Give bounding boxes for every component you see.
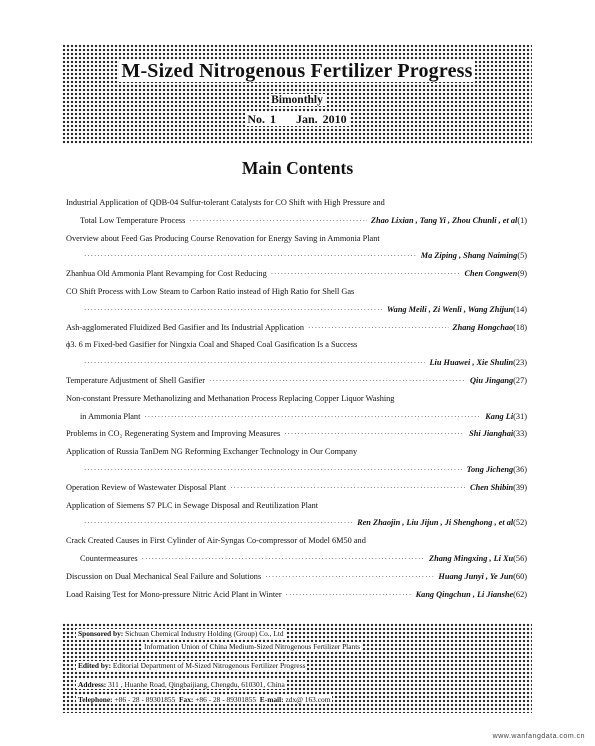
article-page: (60) xyxy=(513,571,527,581)
article-page: (14) xyxy=(513,304,527,314)
edited-label: Edited by: xyxy=(78,661,112,670)
telephone: +86 - 28 - 89301855 xyxy=(114,695,176,704)
article-title: ϕ3. 6 m Fixed-bed Gasifier for Ningxia Coal and Shaped Coal Gasification Is a Success xyxy=(66,340,358,350)
leader-dots xyxy=(84,302,383,319)
article-page: (33) xyxy=(513,429,527,439)
contents-line xyxy=(66,425,527,443)
leader-dots xyxy=(84,248,417,265)
article-title: Ash-agglomerated Fluidized Bed Gasifier and Its Industrial Application xyxy=(66,322,305,332)
article-authors: Zhao Lixian , Tang Yi , Zhou Chunli , et al xyxy=(370,215,518,225)
email: zdx@ 163.com xyxy=(285,695,331,704)
contents-line xyxy=(66,283,527,301)
leader-dots xyxy=(144,409,481,426)
article-authors: Wang Meili , Zi Wenli , Wang Zhijun xyxy=(386,304,514,314)
page-title: Main Contents xyxy=(241,158,354,178)
article-page: (5) xyxy=(517,251,527,261)
article-authors: Liu Huawei , Xie Shulin xyxy=(429,358,514,368)
contents-line xyxy=(66,586,527,604)
leader-dots xyxy=(230,480,466,497)
article-authors: Shi Jianghai xyxy=(469,429,514,439)
fax: +86 - 28 - 89301855 xyxy=(195,695,257,704)
article-authors: Qiu Jingang xyxy=(470,375,514,385)
article-authors: Zhang Mingxing , Li Xu xyxy=(429,553,514,563)
contents-line xyxy=(66,301,527,319)
contents-line xyxy=(66,550,527,568)
email-label: E-mail: xyxy=(259,695,284,704)
contents-line xyxy=(66,354,527,372)
sponsor-line-2 xyxy=(142,642,362,652)
contents-line xyxy=(66,247,527,265)
article-title: Load Raising Test for Mono-pressure Nitric Acid Plant in Winter xyxy=(66,589,282,599)
contents-line xyxy=(66,265,527,283)
table-of-contents xyxy=(66,194,527,603)
leader-dots xyxy=(84,515,353,532)
leader-dots xyxy=(84,462,463,479)
leader-dots xyxy=(142,551,425,568)
editor: Editorial Department of M-Sized Nitrogenous Fertilizer Progress xyxy=(112,661,306,670)
article-title: Application of Russia TanDem NG Reforming Exchanger Technology in Our Company xyxy=(66,447,358,457)
contents-line xyxy=(66,532,527,550)
article-title: CO Shift Process with Low Steam to Carbon Ratio instead of High Ratio for Shell Gas xyxy=(66,286,355,296)
article-authors: Huang Junyi , Ye Jun xyxy=(438,571,514,581)
article-page: (39) xyxy=(513,482,527,492)
article-authors: Tong Jicheng xyxy=(466,464,514,474)
leader-dots xyxy=(209,373,466,390)
contact-line xyxy=(76,695,332,705)
contents-line xyxy=(66,461,527,479)
sponsor-line-1 xyxy=(76,629,286,639)
contents-line xyxy=(66,408,527,426)
article-page: (18) xyxy=(513,322,527,332)
article-page: (23) xyxy=(513,358,527,368)
journal-frequency-text: Bimonthly xyxy=(271,94,323,106)
contents-line xyxy=(66,372,527,390)
article-page: (52) xyxy=(513,518,527,528)
fax-label: Fax: xyxy=(179,695,194,704)
address-label: Address: xyxy=(78,680,107,689)
journal-title xyxy=(62,60,532,83)
leader-dots xyxy=(284,426,465,443)
watermark: www.wanfangdata.com.cn xyxy=(492,733,585,740)
sponsored-label: Sponsored by: xyxy=(78,629,124,638)
leader-dots xyxy=(308,320,449,337)
contents-line xyxy=(66,514,527,532)
article-title: Discussion on Dual Mechanical Seal Failure and Solutions xyxy=(66,571,262,581)
footer-box xyxy=(62,623,532,713)
article-authors: Ma Ziping , Shang Naiming xyxy=(420,251,518,261)
issue-info xyxy=(62,112,532,127)
leader-dots xyxy=(265,569,434,586)
contents-line xyxy=(66,319,527,337)
article-authors: Ren Zhaojin , Liu Jijun , Ji Shenghong , et al xyxy=(357,518,514,528)
article-authors: Kang Li xyxy=(485,411,514,421)
article-page: (9) xyxy=(517,269,527,279)
contents-line xyxy=(66,497,527,515)
contents-line xyxy=(66,212,527,230)
editor-line xyxy=(76,661,307,671)
article-authors: Chen Congwen xyxy=(464,269,518,279)
sponsor-2: Information Union of China Medium-Sized Nitrogenous Fertilizer Plants xyxy=(144,642,361,651)
contents-line xyxy=(66,390,527,408)
article-page: (36) xyxy=(513,464,527,474)
address-line xyxy=(76,680,287,690)
article-title: Industrial Application of QDB-04 Sulfur-tolerant Catalysts for CO Shift with High Pressure and xyxy=(66,198,385,207)
article-authors: Chen Shibin xyxy=(470,482,514,492)
article-page: (1) xyxy=(517,215,527,225)
article-title: Non-constant Pressure Methanolizing and Methanation Process Replacing Copper Liquor Washing xyxy=(66,393,395,403)
article-page: (62) xyxy=(513,589,527,599)
contents-line xyxy=(66,568,527,586)
article-title: Total Low Temperature Process xyxy=(80,215,186,225)
article-title: Overview about Feed Gas Producing Course Renovation for Energy Saving in Ammonia Plant xyxy=(66,233,380,243)
article-page: (27) xyxy=(513,375,527,385)
contents-line xyxy=(66,443,527,461)
article-title: in Ammonia Plant xyxy=(80,411,141,421)
article-authors: Kang Qingchun , Li Jianshe xyxy=(415,589,514,599)
contents-line xyxy=(66,230,527,248)
leader-dots xyxy=(286,587,412,604)
telephone-label: Telephone: xyxy=(78,695,113,704)
leader-dots xyxy=(189,213,367,230)
article-page: (56) xyxy=(513,553,527,563)
article-title: Countermeasures xyxy=(80,553,138,563)
article-title: Application of Siemens S7 PLC in Sewage Disposal and Reutilization Plant xyxy=(66,500,319,510)
contents-line xyxy=(66,479,527,497)
header-box xyxy=(62,44,532,144)
contents-line xyxy=(66,336,527,354)
article-authors: Zhang Hongchao xyxy=(452,322,514,332)
article-title: Crack Created Causes in First Cylinder of Air-Syngas Co-compressor of Model 6M50 and xyxy=(66,536,366,546)
journal-title-text: M-Sized Nitrogenous Fertilizer Progress xyxy=(121,60,473,82)
article-title: Operation Review of Wastewater Disposal Plant xyxy=(66,482,227,492)
sponsor-1: Sichuan Chemical Industry Holding (Group) Co., Ltd xyxy=(125,629,284,638)
leader-dots xyxy=(271,266,461,283)
article-title: Temperature Adjustment of Shell Gasifier xyxy=(66,375,206,385)
contents-line xyxy=(66,194,527,212)
address: 311 , Huanhe Road, Qingbaijiang, Chengdu, 610301, China xyxy=(108,680,285,689)
article-title: Problems in CO₂ Regenerating System and Improving Measures xyxy=(66,429,281,439)
article-title: Zhanhua Old Ammonia Plant Revamping for Cost Reducing xyxy=(66,269,267,279)
issue-info-text: No. 1 Jan. 2010 xyxy=(247,112,347,126)
leader-dots xyxy=(84,355,425,372)
journal-frequency xyxy=(62,94,532,106)
article-page: (31) xyxy=(513,411,527,421)
